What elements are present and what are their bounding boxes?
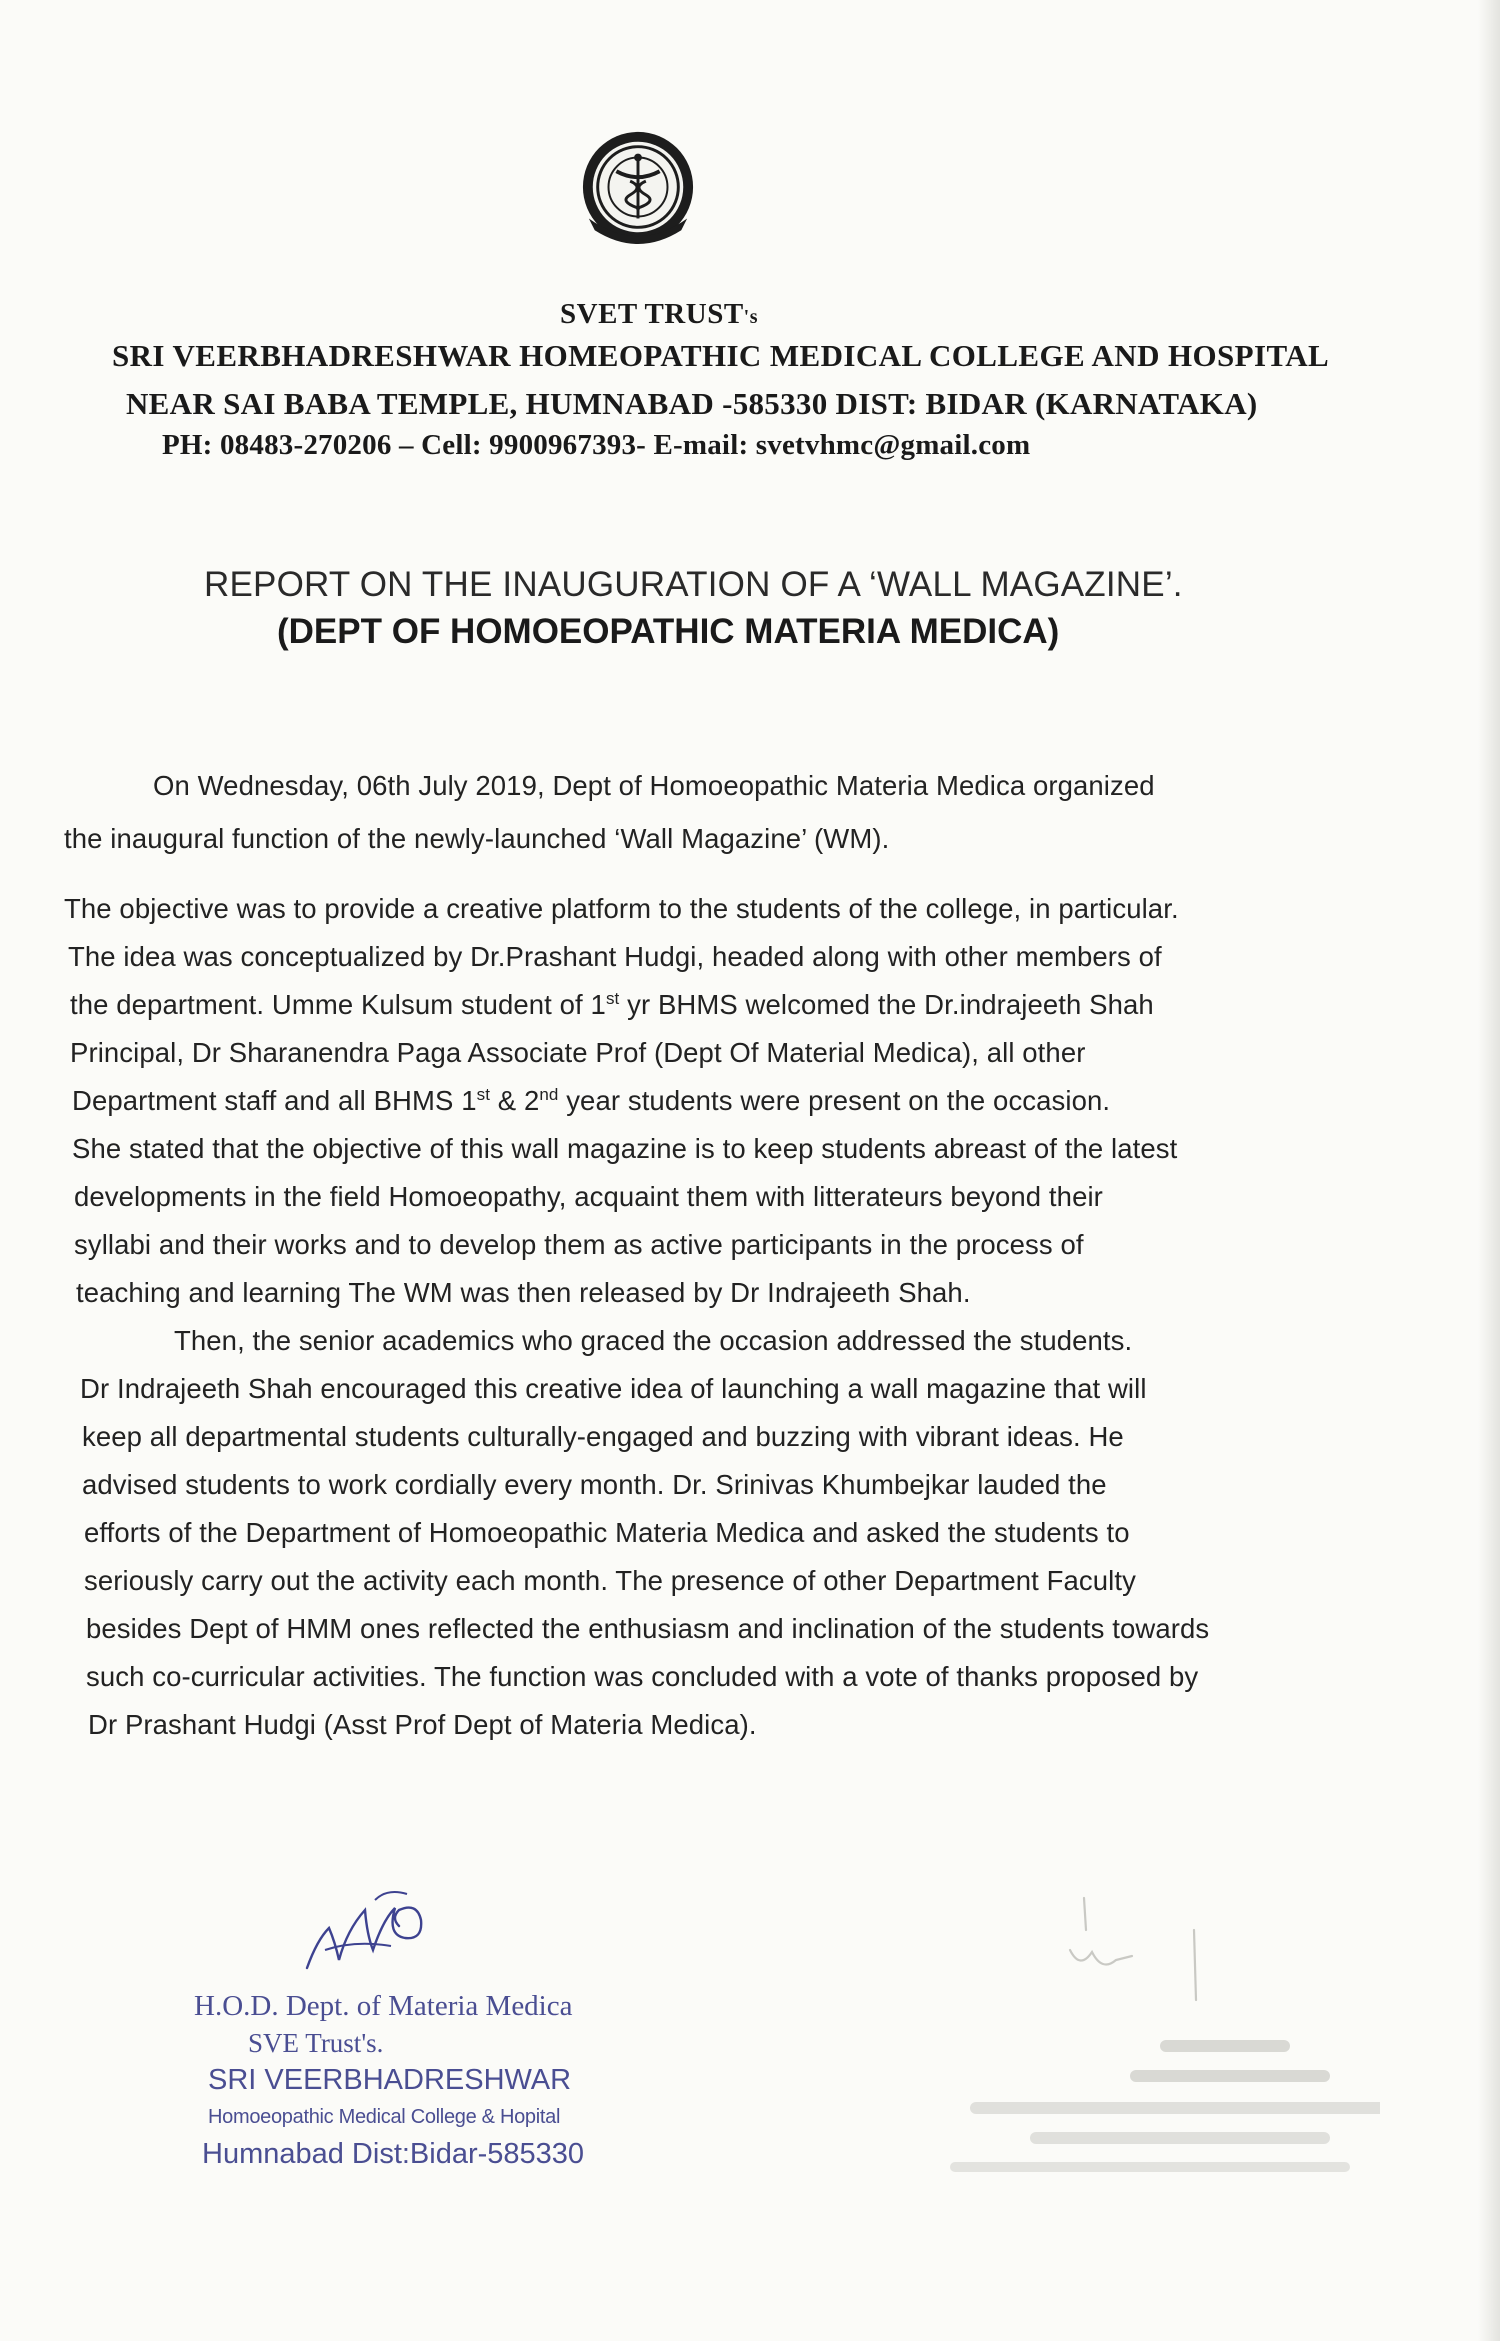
faded-principal-stamp — [920, 1890, 1380, 2190]
college-logo — [579, 128, 697, 246]
report-title: REPORT ON THE INAUGURATION OF A ‘WALL MAGAZINE’. — [204, 565, 1183, 604]
college-contact: PH: 08483-270206 – Cell: 9900967393- E-mail: svetvhmc@gmail.com — [162, 429, 1031, 461]
stamp-line: SVE Trust's. — [248, 2028, 384, 2058]
paragraph-line: syllabi and their works and to develop them as active participants in the process of — [74, 1229, 1084, 1260]
paragraph-line: Dr Indrajeeth Shah encouraged this creative idea of launching a wall magazine that will — [80, 1373, 1147, 1404]
paragraph-line: efforts of the Department of Homoeopathic Materia Medica and asked the students to — [84, 1517, 1130, 1548]
paragraph-line: developments in the field Homoeopathy, acquaint them with litterateurs beyond their — [74, 1181, 1103, 1212]
paragraph-line: She stated that the objective of this wall magazine is to keep students abreast of the latest — [72, 1133, 1178, 1164]
stamp-line: Homoeopathic Medical College & Hopital — [208, 2106, 561, 2128]
paragraph-line: besides Dept of HMM ones reflected the enthusiasm and inclination of the students towards — [86, 1613, 1210, 1644]
report-subtitle: (DEPT OF HOMOEOPATHIC MATERIA MEDICA) — [277, 612, 1060, 651]
page-edge-shadow — [1478, 0, 1500, 2341]
paragraph-line: On Wednesday, 06th July 2019, Dept of Homoeopathic Materia Medica organized — [153, 770, 1155, 801]
paragraph-line: such co-curricular activities. The function was concluded with a vote of thanks proposed by — [86, 1661, 1199, 1692]
paragraph-line: advised students to work cordially every month. Dr. Srinivas Khumbejkar lauded the — [82, 1469, 1107, 1500]
paragraph-line: The objective was to provide a creative platform to the students of the college, in particular. — [64, 893, 1179, 924]
paragraph-line: Then, the senior academics who graced the occasion addressed the students. — [174, 1325, 1133, 1356]
college-name: SRI VEERBHADRESHWAR HOMEOPATHIC MEDICAL COLLEGE AND HOSPITAL — [112, 338, 1330, 373]
hod-signature — [295, 1880, 465, 1975]
stamp-line: Humnabad Dist:Bidar-585330 — [202, 2138, 585, 2170]
paragraph-line: Department staff and all BHMS 1st & 2nd year students were present on the occasion. — [72, 1084, 1111, 1116]
paragraph-line: the inaugural function of the newly-launched ‘Wall Magazine’ (WM). — [64, 823, 890, 854]
paragraph-line: seriously carry out the activity each month. The presence of other Department Faculty — [84, 1565, 1136, 1596]
stamp-line: H.O.D. Dept. of Materia Medica — [194, 1990, 573, 2022]
paragraph-line: Principal, Dr Sharanendra Paga Associate Prof (Dept Of Material Medica), all other — [70, 1037, 1086, 1068]
paragraph-line: the department. Umme Kulsum student of 1st yr BHMS welcomed the Dr.indrajeeth Shah — [70, 988, 1154, 1020]
trust-name: SVET TRUST's — [560, 298, 759, 330]
college-address: NEAR SAI BABA TEMPLE, HUMNABAD -585330 DIST: BIDAR (KARNATAKA) — [126, 386, 1258, 421]
paragraph-line: Dr Prashant Hudgi (Asst Prof Dept of Materia Medica). — [88, 1709, 757, 1740]
paragraph-line: The idea was conceptualized by Dr.Prashant Hudgi, headed along with other members of — [68, 941, 1162, 972]
paragraph-line: keep all departmental students culturally-engaged and buzzing with vibrant ideas. He — [82, 1421, 1124, 1452]
stamp-line: SRI VEERBHADRESHWAR — [208, 2064, 572, 2096]
paragraph-line: teaching and learning The WM was then released by Dr Indrajeeth Shah. — [76, 1277, 971, 1308]
